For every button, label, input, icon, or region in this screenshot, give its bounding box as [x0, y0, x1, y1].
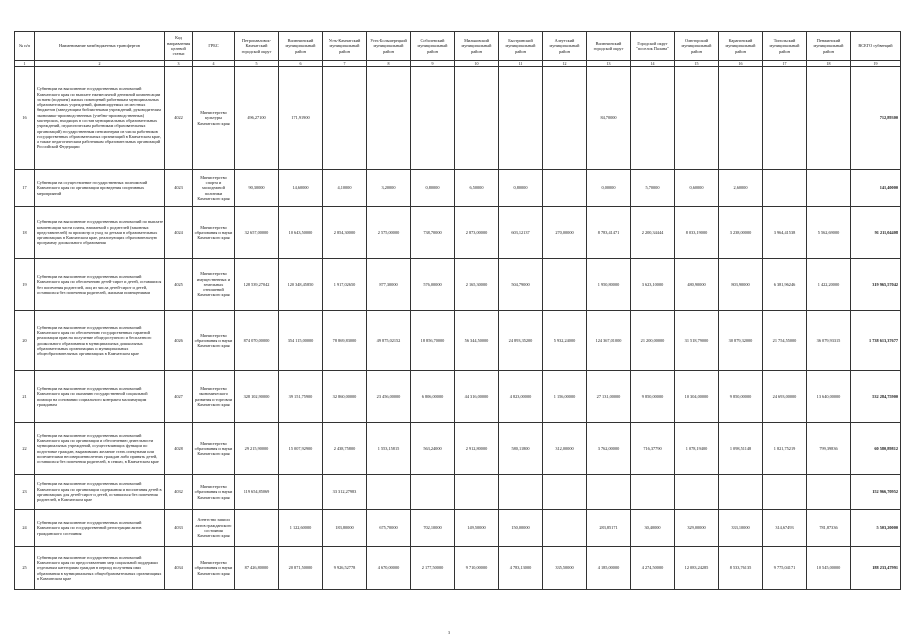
value-cell: 874 070,00000 [235, 311, 279, 371]
header-cell: Карагинский муниципальный район [719, 32, 763, 61]
total-cell: 5 503,20000 [851, 510, 901, 547]
value-cell [763, 475, 807, 510]
value-cell: 1 156,00000 [543, 371, 587, 423]
value-cell [763, 170, 807, 207]
column-number: 12 [543, 61, 587, 67]
column-number: 1 [15, 61, 35, 67]
value-cell: 5 932,24000 [543, 311, 587, 371]
header-cell: Пенжинский муниципальный район [807, 32, 851, 61]
total-cell: 188 233,47991 [851, 547, 901, 590]
value-cell: 15 007,92900 [279, 423, 323, 475]
value-cell: 124 367,01000 [587, 311, 631, 371]
purpose-code-cell: 4025 [165, 259, 193, 311]
table-row [15, 311, 901, 371]
purpose-code-cell: 4022 [165, 67, 193, 170]
header-cell: Вилючинский муниципальный район [279, 32, 323, 61]
value-cell: 10 545,00000 [807, 547, 851, 590]
value-cell [499, 475, 543, 510]
value-cell [543, 475, 587, 510]
grbs-cell: Министерство культуры Камчатского края [193, 67, 235, 170]
value-cell: 10 304,00000 [675, 371, 719, 423]
column-number: 3 [165, 61, 193, 67]
subventions-table [14, 31, 901, 590]
column-number: 14 [631, 61, 675, 67]
value-cell: 1 553,15815 [367, 423, 411, 475]
purpose-code-cell: 4023 [165, 170, 193, 207]
grbs-cell: Министерство образования и науки Камчатского края [193, 475, 235, 510]
value-cell: 314,67493 [763, 510, 807, 547]
value-cell: 702,10000 [411, 510, 455, 547]
value-cell: 576,00000 [411, 259, 455, 311]
value-cell: 3 623,10000 [631, 259, 675, 311]
value-cell: 56 344,50000 [455, 311, 499, 371]
row-number-cell: 23 [15, 475, 35, 510]
column-number: 13 [587, 61, 631, 67]
value-cell [631, 67, 675, 170]
header-cell: Код направления целевой статьи [165, 32, 193, 61]
grbs-cell: Министерство образования и науки Камчатского края [193, 547, 235, 590]
value-cell: 1 098,51148 [719, 423, 763, 475]
value-cell [675, 475, 719, 510]
value-cell: 87 426,80000 [235, 547, 279, 590]
value-cell: 3 964,41538 [763, 207, 807, 259]
value-cell: 31 518,79000 [675, 311, 719, 371]
header-cell: Усть-Камчатский муниципальный район [323, 32, 367, 61]
value-cell: 30 879,32000 [719, 311, 763, 371]
value-cell: 9 850,00000 [631, 371, 675, 423]
value-cell: 1 950,80000 [587, 259, 631, 311]
column-number: 16 [719, 61, 763, 67]
value-cell: 329,00000 [675, 510, 719, 547]
value-cell: 20 871,50000 [279, 547, 323, 590]
row-number-cell: 17 [15, 170, 35, 207]
value-cell: 5 562,69000 [807, 207, 851, 259]
header-cell: № п/п [15, 32, 35, 61]
column-number: 11 [499, 61, 543, 67]
value-cell: 4 185,00000 [587, 547, 631, 590]
header-cell: ГРБС [193, 32, 235, 61]
header-cell: Олюторский муниципальный район [675, 32, 719, 61]
value-cell: 78 869,83000 [323, 311, 367, 371]
budget-table-sheet [14, 31, 898, 590]
value-cell: 183,80000 [323, 510, 367, 547]
value-cell: 13 640,00000 [807, 371, 851, 423]
value-cell: 1 917,02650 [323, 259, 367, 311]
table-row [15, 423, 901, 475]
value-cell: 14,60000 [279, 170, 323, 207]
row-number-cell: 25 [15, 547, 35, 590]
value-cell: 119 654,85069 [235, 475, 279, 510]
header-cell: Петропавловск-Камчатский городской округ [235, 32, 279, 61]
row-number-cell: 16 [15, 67, 35, 170]
value-cell: 24 893,35200 [499, 311, 543, 371]
column-number: 19 [851, 61, 901, 67]
value-cell: 328 102,90000 [235, 371, 279, 423]
column-number: 6 [279, 61, 323, 67]
header-cell: Мильковский муниципальный район [455, 32, 499, 61]
value-cell: 716,37790 [631, 423, 675, 475]
table-row [15, 475, 901, 510]
value-cell: 149,50000 [455, 510, 499, 547]
header-cell: Соболевский муниципальный район [411, 32, 455, 61]
column-number: 10 [455, 61, 499, 67]
value-cell: 504,79000 [499, 259, 543, 311]
header-cell: Городской округ "поселок Палана" [631, 32, 675, 61]
value-cell: 675,70000 [367, 510, 411, 547]
value-cell: 9 926,52778 [323, 547, 367, 590]
value-cell: 335,50000 [543, 547, 587, 590]
value-cell: 799,39836 [807, 423, 851, 475]
value-cell: 44 316,00000 [455, 371, 499, 423]
value-cell: 3,20000 [367, 170, 411, 207]
value-cell: 6 381,96246 [763, 259, 807, 311]
value-cell [719, 475, 763, 510]
header-cell: Наименование межбюджетных трансфертов [35, 32, 165, 61]
row-number-cell: 22 [15, 423, 35, 475]
value-cell: 4 823,00000 [499, 371, 543, 423]
header-row [15, 32, 901, 61]
header-cell: Тигильский муниципальный район [763, 32, 807, 61]
value-cell: 8 783,41471 [587, 207, 631, 259]
value-cell: 1 122,60000 [279, 510, 323, 547]
value-cell: 36 079,93315 [807, 311, 851, 371]
value-cell: 333,10000 [719, 510, 763, 547]
value-cell [807, 170, 851, 207]
value-cell [631, 475, 675, 510]
value-cell: 781,87336 [807, 510, 851, 547]
table-row [15, 510, 901, 547]
purpose-code-cell: 4034 [165, 547, 193, 590]
value-cell: 4,10000 [323, 170, 367, 207]
header-cell: Усть-Большерецкий муниципальный район [367, 32, 411, 61]
value-cell [763, 67, 807, 170]
page-number: 3 [448, 630, 450, 635]
value-cell: 2 873,00000 [455, 207, 499, 259]
grbs-cell: Министерство образования и науки Камчатского края [193, 207, 235, 259]
grbs-cell: Министерство имущественных и земельных отношений Камчатского края [193, 259, 235, 311]
value-cell: 2 438,75800 [323, 423, 367, 475]
row-number-cell: 18 [15, 207, 35, 259]
value-cell: 23 456,00000 [367, 371, 411, 423]
column-number: 7 [323, 61, 367, 67]
value-cell: 738,70000 [411, 207, 455, 259]
table-row [15, 207, 901, 259]
purpose-code-cell: 4026 [165, 311, 193, 371]
header-cell: Вилючинский городской округ [587, 32, 631, 61]
purpose-code-cell: 4024 [165, 207, 193, 259]
value-cell: 563,24000 [411, 423, 455, 475]
value-cell: 120 348,45850 [279, 259, 323, 311]
value-cell: 603,12137 [499, 207, 543, 259]
grbs-cell: Министерство экономического развития и торговли Камчатского края [193, 371, 235, 423]
value-cell: 580,11800 [499, 423, 543, 475]
value-cell: 4 274,50000 [631, 547, 675, 590]
value-cell: 29 215,90000 [235, 423, 279, 475]
value-cell: 39 151,75900 [279, 371, 323, 423]
value-cell: 32 860,00000 [323, 371, 367, 423]
value-cell: 2 165,30000 [455, 259, 499, 311]
transfer-name-cell: Субвенции на выполнение государственных полномочий Камчатского края по государственной регистрации актов гражданского состояния [35, 510, 165, 547]
transfer-name-cell: Субвенции на выполнение государственных полномочий Камчатского края по предоставлению мер социальной поддержки отдельным категориям граждан в период получения ими образования в муниципальных общеобразовательных организациях в Камчатском крае [35, 547, 165, 590]
table-row [15, 371, 901, 423]
transfer-name-cell: Субвенции на выполнение государственных полномочий Камчатского края по организации и обеспечению деятельности муниципальных учреждений, осуществляющих функции по подготовке граждан, выразивших желание стать опекунами или попечителями несовершеннолетних граждан либо принять детей, оставшихся без попечения родителей, в семью, в Камчатском крае [35, 423, 165, 475]
value-cell: 283,85171 [587, 510, 631, 547]
value-cell [455, 475, 499, 510]
row-number-cell: 21 [15, 371, 35, 423]
value-cell: 32 657,00000 [235, 207, 279, 259]
total-cell: 1 738 613,37677 [851, 311, 901, 371]
purpose-code-cell: 4033 [165, 510, 193, 547]
value-cell: 1 821,75219 [763, 423, 807, 475]
transfer-name-cell: Субвенции на выполнение государственных полномочий Камчатского края по выплате ежемесячной денежной компенсации за наем (поднаем) жилых помещений работникам муниципальных образовательных учреждений, финансируемых из местных бюджетов (заведующим библиотеками учреждений, руководителям экономико-производственных (учебно-производственных) мастерских, входящих в состав муниципальных образовательных учреждений, педагогическим работникам образовательных организаций) государственным пенсионерам из числа работников государственных образовательных организаций в Камчатском крае, а также педагогическим работникам образовательных организаций Российской Федерации [35, 67, 165, 170]
value-cell: 24 693,00000 [763, 371, 807, 423]
transfer-name-cell: Субвенции на выполнение государственных полномочий Камчатского края по обеспечению государственных гарантий реализации прав на получение общедоступного и бесплатного дошкольного образования в муниципальных дошкольных образовательных организациях и муниципальных общеобразовательных организациях в Камчатском крае [35, 311, 165, 371]
value-cell [279, 475, 323, 510]
value-cell [807, 67, 851, 170]
value-cell: 0,00000 [587, 170, 631, 207]
value-cell: 2 854,30000 [323, 207, 367, 259]
value-cell [543, 259, 587, 311]
value-cell: 6 806,00000 [411, 371, 455, 423]
table-row [15, 170, 901, 207]
transfer-name-cell: Субвенции на выполнение государственных полномочий Камчатского края по организации содержания и воспитания детей в организациях для детей-сирот и детей, оставшихся без попечения родителей, в Камчатском крае [35, 475, 165, 510]
table-body [15, 67, 901, 590]
value-cell [367, 475, 411, 510]
value-cell: 90,30000 [235, 170, 279, 207]
transfer-name-cell: Субвенции на выполнение государственных полномочий по выплате компенсации части платы, взимаемой с родителей (законных представителей) за присмотр и уход за детьми в образовательных организациях в Камчатском крае, реализующих образовательную программу дошкольного образования [35, 207, 165, 259]
value-cell: 2 912,80000 [455, 423, 499, 475]
value-cell: 8 033,19000 [675, 207, 719, 259]
column-number: 15 [675, 61, 719, 67]
value-cell [543, 510, 587, 547]
value-cell [543, 170, 587, 207]
table-row [15, 547, 901, 590]
total-cell: 319 965,57042 [851, 259, 901, 311]
value-cell: 5,70000 [631, 170, 675, 207]
value-cell [499, 67, 543, 170]
value-cell: 21 754,55000 [763, 311, 807, 371]
value-cell: 312,00000 [543, 423, 587, 475]
value-cell: 1 422,20000 [807, 259, 851, 311]
transfer-name-cell: Субвенции на выполнение государственных полномочий Камчатского края по оказанию государственной социальной помощи на основании социального контракта малоимущим гражданам [35, 371, 165, 423]
value-cell: 33 312,27983 [323, 475, 367, 510]
total-cell: 91 211,04408 [851, 207, 901, 259]
value-cell: 2,60000 [719, 170, 763, 207]
value-cell: 0,80000 [499, 170, 543, 207]
value-cell: 18 856,70000 [411, 311, 455, 371]
row-number-cell: 20 [15, 311, 35, 371]
value-cell: 480,90000 [675, 259, 719, 311]
value-cell: 4 670,00000 [367, 547, 411, 590]
value-cell: 27 131,00000 [587, 371, 631, 423]
table-row [15, 67, 901, 170]
value-cell: 9 710,00000 [455, 547, 499, 590]
total-cell: 152 966,70952 [851, 475, 901, 510]
value-cell: 10 643,50000 [279, 207, 323, 259]
value-cell: 0,80000 [411, 170, 455, 207]
total-cell: 141,40000 [851, 170, 901, 207]
value-cell: 3 762,00000 [587, 423, 631, 475]
value-cell [719, 67, 763, 170]
purpose-code-cell: 4028 [165, 423, 193, 475]
grbs-cell: Министерство образования и науки Камчатского края [193, 423, 235, 475]
value-cell: 270,00000 [543, 207, 587, 259]
value-cell [455, 67, 499, 170]
column-number: 5 [235, 61, 279, 67]
value-cell [367, 67, 411, 170]
column-number: 9 [411, 61, 455, 67]
value-cell [323, 67, 367, 170]
header-cell: ВСЕГО субвенций [851, 32, 901, 61]
value-cell: 6,50000 [455, 170, 499, 207]
value-cell: 803,90000 [719, 259, 763, 311]
value-cell: 1 078,19400 [675, 423, 719, 475]
value-cell: 354 115,00000 [279, 311, 323, 371]
column-number: 8 [367, 61, 411, 67]
value-cell [235, 510, 279, 547]
total-cell: 532 284,75900 [851, 371, 901, 423]
value-cell: 9 850,00000 [719, 371, 763, 423]
value-cell: 3 238,00000 [719, 207, 763, 259]
value-cell: 171,91900 [279, 67, 323, 170]
column-number: 2 [35, 61, 165, 67]
value-cell: 8 533,76135 [719, 547, 763, 590]
grbs-cell: Министерство образования и науки Камчатского края [193, 311, 235, 371]
value-cell: 30,40000 [631, 510, 675, 547]
row-number-cell: 24 [15, 510, 35, 547]
value-cell: 9 775,04171 [763, 547, 807, 590]
total-cell: 712,89300 [851, 67, 901, 170]
value-cell [543, 67, 587, 170]
row-number-cell: 19 [15, 259, 35, 311]
value-cell: 12 083,24285 [675, 547, 719, 590]
column-number: 18 [807, 61, 851, 67]
value-cell: 2 200,34444 [631, 207, 675, 259]
column-number: 17 [763, 61, 807, 67]
grbs-cell: Агентство записи актов гражданского состояния Камчатского края [193, 510, 235, 547]
value-cell: 84,70000 [587, 67, 631, 170]
value-cell: 150,00000 [499, 510, 543, 547]
value-cell: 877,30000 [367, 259, 411, 311]
value-cell [675, 67, 719, 170]
purpose-code-cell: 4032 [165, 475, 193, 510]
value-cell: 49 875,02152 [367, 311, 411, 371]
value-cell: 496,27100 [235, 67, 279, 170]
value-cell: 0,60000 [675, 170, 719, 207]
value-cell: 2 575,00000 [367, 207, 411, 259]
header-cell: Алеутский муниципальный район [543, 32, 587, 61]
header-cell: Быстринский муниципальный район [499, 32, 543, 61]
value-cell [411, 67, 455, 170]
value-cell: 128 539,27042 [235, 259, 279, 311]
value-cell [587, 475, 631, 510]
grbs-cell: Министерство спорта и молодежной политики Камчатского края [193, 170, 235, 207]
value-cell: 4 783,13000 [499, 547, 543, 590]
value-cell: 2 177,50000 [411, 547, 455, 590]
transfer-name-cell: Субвенции на выполнение государственных полномочий Камчатского края по обеспечению детей-сирот и детей, оставшихся без попечения родителей, лиц из числа детей-сирот и детей, оставшихся без попечения родителей, жилыми помещениями [35, 259, 165, 311]
column-number: 4 [193, 61, 235, 67]
table-row [15, 259, 901, 311]
purpose-code-cell: 4027 [165, 371, 193, 423]
transfer-name-cell: Субвенции на осуществление государственных полномочий Камчатского края по организации проведения спортивных мероприятий [35, 170, 165, 207]
total-cell: 60 580,89812 [851, 423, 901, 475]
value-cell [807, 475, 851, 510]
value-cell: 21 200,00000 [631, 311, 675, 371]
value-cell [411, 475, 455, 510]
